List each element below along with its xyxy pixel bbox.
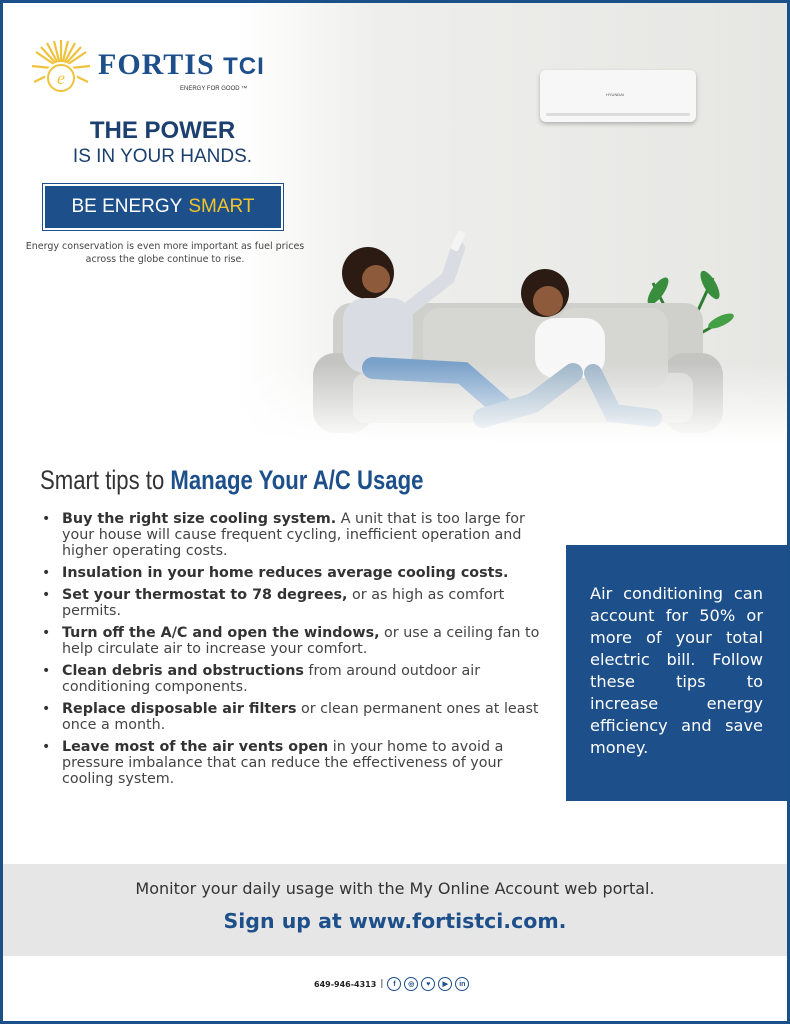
tip-text: A unit that is too large for your house will cause frequent cycling, inefficient operation and higher operating costs. [62,511,525,559]
hero-subtitle: IS IN YOUR HANDS. [72,146,253,167]
tip-text: or as high as comfort permits. [62,587,505,619]
instagram-icon[interactable]: ◎ [404,977,418,991]
svg-text:e: e [57,68,65,88]
tip-bold: Buy the right size cooling system. [62,511,337,527]
tips-heading [40,465,423,496]
tip-item [40,663,545,695]
be-energy-smart-badge [43,184,283,230]
separator: | [380,979,384,989]
tip-bold: Turn off the A/C and open the windows, [62,625,380,641]
bullet-icon: • [42,625,51,641]
intro-text: Energy conservation is even more important as fuel prices across the globe continue to rise. [25,241,305,265]
contact-bar [314,977,469,991]
bullet-icon: • [42,663,51,679]
tip-bold: Clean debris and obstructions [62,663,304,679]
tip-item [40,739,545,787]
bullet-icon: • [42,511,51,527]
air-conditioner-unit [540,70,696,122]
tip-item [40,701,545,733]
tip-text: in your home to avoid a pressure imbalance that can reduce the effectiveness of your cooling system. [62,739,504,787]
tip-item [40,625,545,657]
bullet-icon: • [42,739,51,755]
tips-heading-prefix: Smart tips to [40,465,165,495]
twitter-icon[interactable]: ♥ [421,977,435,991]
tip-text: or clean permanent ones at least once a month. [62,701,539,733]
tips-heading-highlight: Manage Your A/C Usage [170,465,424,495]
hero-title: THE POWER [89,117,236,144]
phone-number[interactable]: 649-946-4313 [314,979,377,989]
tip-bold: Insulation in your home reduces average cooling costs. [62,565,509,581]
tip-bold: Set your thermostat to 78 degrees, [62,587,348,603]
logo-suffix: TCI [223,53,265,80]
footer-portal-text: Monitor your daily usage with the My Online Account web portal. [135,879,655,898]
tip-bold: Leave most of the air vents open [62,739,329,755]
bullet-icon: • [42,701,51,717]
youtube-icon[interactable]: ▶ [438,977,452,991]
logo-wordmark: FORTIS [98,48,215,81]
badge-prefix: BE ENERGY [71,196,183,217]
tips-list [40,511,545,793]
badge-highlight: SMART [188,196,255,217]
facebook-icon[interactable]: f [387,977,401,991]
tip-item [40,565,545,581]
fortis-tci-logo[interactable] [30,38,300,100]
signup-link[interactable]: Sign up at www.fortistci.com. [223,909,567,933]
sun-logo-icon [30,38,92,100]
bullet-icon: • [42,587,51,603]
tip-bold: Replace disposable air filters [62,701,297,717]
savings-callout-box: Air conditioning can account for 50% or more of your total electric bill. Follow these tips to increase energy efficiency and save money. [566,545,787,801]
tip-item [40,587,545,619]
tip-item [40,511,545,559]
logo-tagline: ENERGY FOR GOOD ™ [180,86,248,92]
tip-text: or use a ceiling fan to help circulate air to increase your comfort. [62,625,540,657]
linkedin-icon[interactable]: in [455,977,469,991]
bullet-icon: • [42,565,51,581]
ac-unit-brand: HYUNDAI [606,92,625,97]
tip-text: from around outdoor air conditioning components. [62,663,481,695]
